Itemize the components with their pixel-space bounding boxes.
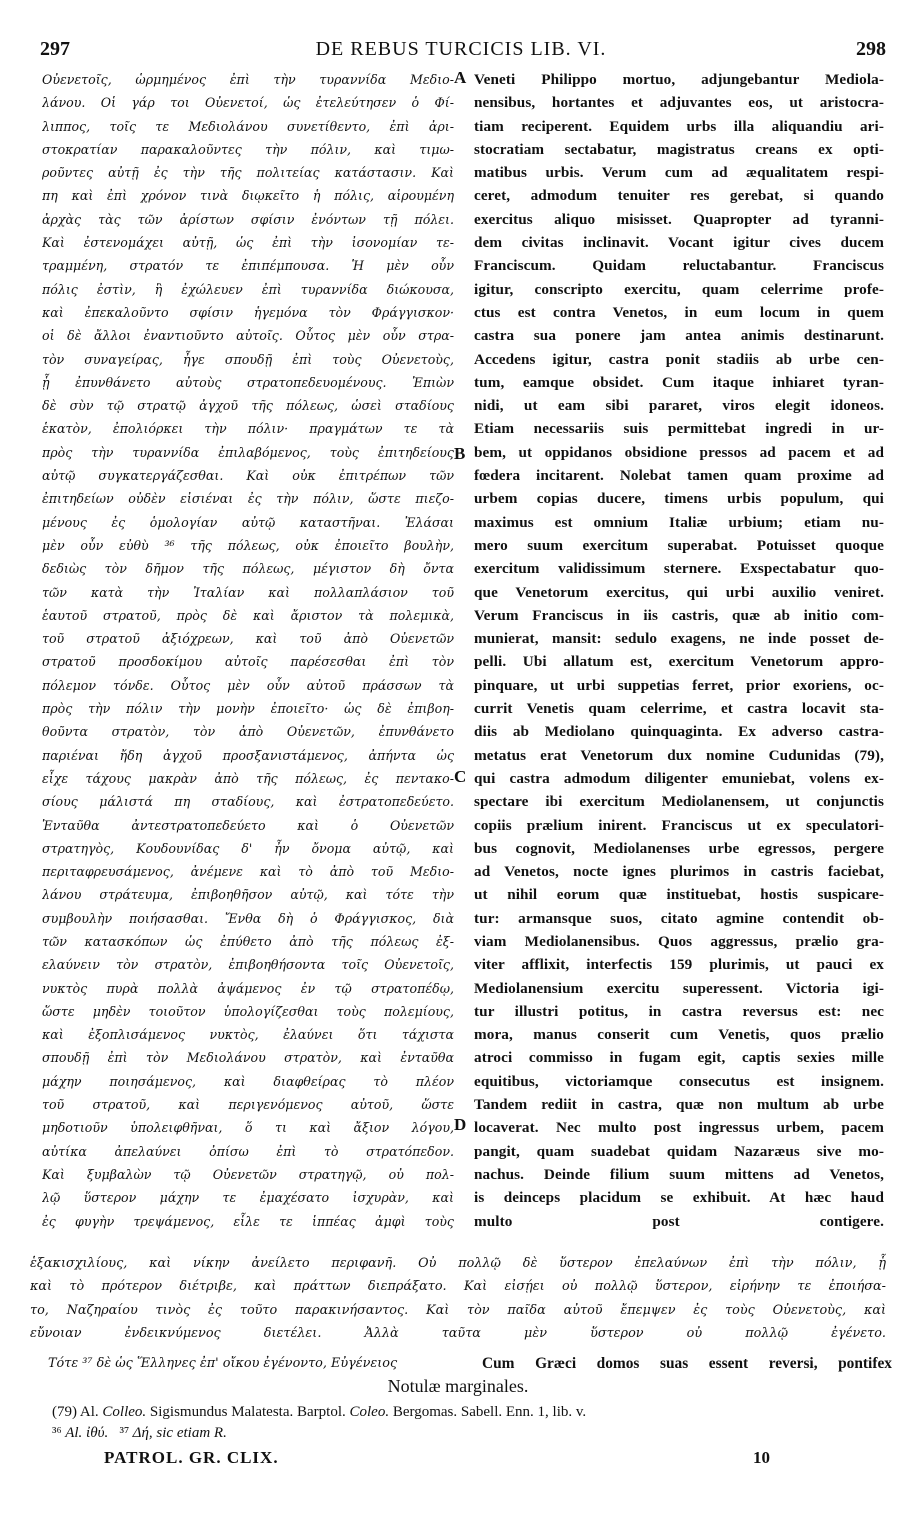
- greek-text-line: ἑξακισχιλίους, καὶ νίκην ἀνείλετο περιφανῆ. Οὐ πολλῷ δὲ ὕστερον ἐπελαύνων ἐπὶ τὴν πόλιν, ᾗ: [30, 1256, 886, 1271]
- greek-text-line: μὲν οὖν εὐθὺ ³⁶ τῆς πόλεως, οὐκ ἐποιεῖτο βουλὴν,: [42, 537, 454, 553]
- latin-text-line: Veneti Philippo mortuo, adjungebantur Mediola-: [474, 71, 884, 88]
- note-79-italic-1: Colleo.: [102, 1404, 147, 1420]
- latin-text-line: pelli. Ubi allatum est, exercitum Venetorum appro-: [474, 653, 884, 671]
- greek-text-line: οἱ δὲ ἄλλοι ἐναντιοῦντο αὐτοῖς. Οὗτος μὲν οὖν στρα-: [42, 328, 454, 344]
- last-text-row: [48, 1352, 892, 1376]
- greek-text-line: στρατηγὸς, Κουδουνίδας δ' ἦν ὄνομα αὐτῷ, καὶ: [42, 840, 454, 856]
- greek-text-line: ελαύνειν τὸν στρατὸν, ἐπιβοηθήσοντα τοῖς Οὐενετοῖς,: [42, 957, 454, 973]
- greek-text-line: στρατοῦ προσδοκίμου αὐτοῖς παρέσεσθαι ἐπὶ τὸν: [42, 654, 454, 670]
- latin-text-line: Verum Franciscus in iis castris, quæ ab initio com-: [474, 606, 884, 624]
- notes-heading: Notulæ marginales.: [387, 1376, 529, 1396]
- latin-text-line: exercitum validissimum sternere. Exspectabatur quo-: [474, 560, 884, 578]
- greek-text-line: καὶ ἐξοπλισάμενος νυκτὸς, ἐλαύνει ὅτι τάχιστα: [42, 1027, 454, 1043]
- latin-text-line: ad Venetos, nocte ignes plurimos in castris faciebat,: [474, 863, 884, 881]
- greek-text-line: λάνου στράτευμα, ἐπιβοηθῆσον αὐτῷ, καὶ τότε τὴν: [42, 887, 454, 903]
- greek-text-line: στοκρατίαν παρακαλοῦντες τὴν πόλιν, καὶ τιμω-: [42, 141, 454, 157]
- footer-signature: PATROL. GR. CLIX.: [104, 1448, 279, 1467]
- latin-text-line: copiis prælium inirent. Franciscus ut ex speculatori-: [474, 816, 884, 834]
- section-marker-c: C: [454, 767, 467, 786]
- latin-text-line: ut nihil eorum quæ instituebat, hostis suspicare-: [474, 886, 884, 904]
- latin-text-line: pangit, quam suadebat quidam Nazaræus sive mo-: [474, 1142, 884, 1160]
- greek-column: [42, 68, 454, 1233]
- greek-text-line: καὶ τὸ πρότερον διέτριβε, καὶ πράττων διεπράξατο. Καὶ εἰσῄει οὐ πολλῷ ὕστερον, εἰρήνην τε ἐποιήσα-: [30, 1279, 886, 1295]
- latin-text-line: stocratiam sectabatur, magistratus creans ex opti-: [474, 140, 884, 158]
- greek-text-line: ᾗ ἐπυνθάνετο αὐτοὺς στρατοπεδευομένους. Ἐπιὼν: [42, 374, 454, 390]
- latin-column: [474, 68, 884, 1233]
- latin-text-line: mero suum exercitum superabat. Potuisset quoque: [474, 536, 884, 554]
- greek-text-line: πρὸς τὴν τυραννίδα ἐπιλαβόμενος, τοὺς ἐπιτηδείους: [42, 444, 454, 460]
- greek-text-line: ἑκατὸν, ἐπολιόρκει τὴν πόλιν· πραγμάτων τε τὰ: [42, 421, 454, 437]
- latin-text-line: viter afflixit, interfectis 159 plurimis, ut pauci ex: [474, 956, 884, 974]
- greek-text-line: πόλεμον τόνδε. Οὗτος μὲν οὖν αὐτοῦ πράσσων τὰ: [42, 677, 454, 693]
- note-36-37: [52, 1423, 872, 1444]
- latin-text-line: maximus est omnium Italiæ urbium; etiam nu-: [474, 513, 884, 531]
- latin-text-line: nachus. Deinde filium suum mittens ad Venetos,: [474, 1165, 884, 1183]
- latin-text-line: atroci commisso in fugam egit, captis sexies mille: [474, 1049, 884, 1067]
- greek-text-line: θοῦντα στρατὸν, τὸν ἀπὸ Οὐενετῶν, ἐπυνθάνετο: [42, 724, 454, 740]
- greek-text-line: λάνου. Οἱ γάρ τοι Οὐενετοί, ὡς ἐτελεύτησεν ὁ Φί-: [42, 95, 454, 111]
- greek-text-line: αὐτῷ συγκατεργάζεσθαι. Καὶ οὐκ ἐπιτρέπων τῶν: [42, 468, 454, 484]
- latin-text-line: viam Mediolanensibus. Quos aggressus, prælio gra-: [474, 932, 884, 950]
- greek-text-line: παριέναι ἤδη ἀγχοῦ προσξανιστάμενος, ἀπήντα ὡς: [42, 747, 454, 763]
- greek-text-line: εἶχε τάχους μακρὰν ἀπὸ τῆς πόλεως, ἐς πεντακο-: [42, 770, 454, 786]
- latin-text-line: exercitus aliquo misisset. Quapropter ad tyranni-: [474, 210, 884, 228]
- latin-text-line: multo post contigere.: [474, 1212, 884, 1230]
- latin-text-line: diis ab Mediolano quinquaginta. Ex adverso castra-: [474, 723, 884, 741]
- greek-text-line: πρὸς τὴν πόλιν τὴν μονὴν ἐποιεῖτο· ὡς δὲ ἐπιβοη-: [42, 701, 454, 717]
- greek-text-line: μηδοτιοῦν ὑπολειφθῆναι, ὅ τι καὶ ἄξιον λόγου,: [42, 1120, 454, 1136]
- greek-text-line: Καὶ ξυμβαλὼν τῷ Οὐενετῶν στρατηγῷ, οὐ πολ-: [42, 1166, 454, 1182]
- greek-text-line: λιππος, τοῖς τε Μεδιολάνου συνετίθεντο, ἐπὶ ἀρι-: [42, 118, 454, 134]
- latin-last-line: Cum Græci domos suas essent reversi, pontifex: [482, 1355, 892, 1372]
- note-37-text: Δή, sic etiam R.: [129, 1425, 227, 1441]
- greek-text-line: δὲ σὺν τῷ στρατῷ ἀγχοῦ τῆς πόλεως, ὡσεὶ σταδίους: [42, 398, 454, 414]
- greek-text-line: τῶν κατὰ τὴν Ἰταλίαν καὶ πολλαπλάσιον τοῦ: [42, 584, 454, 600]
- latin-text-line: ceret, admodum tenuiter res gerebat, si quando: [474, 187, 884, 205]
- page-footer: [104, 1448, 770, 1472]
- footer-number: 10: [753, 1448, 770, 1467]
- greek-text-line: Οὐενετοῖς, ὡρμημένος ἐπὶ τὴν τυραννίδα Μεδιο-: [42, 72, 454, 87]
- greek-last-line: Τότε ³⁷ δὲ ὡς Ἕλληνες ἐπ' οἴκου ἐγένοντο, Εὐγένειος: [48, 1356, 398, 1371]
- note-79-suffix: Bergomas. Sabell. Enn. 1, lib. v.: [389, 1404, 587, 1420]
- greek-text-line: ἑαυτοῦ στρατοῦ, πρὸς δὲ καὶ ἄριστον τὰ πολεμικὰ,: [42, 607, 454, 623]
- note-37-marker: ³⁷: [119, 1425, 130, 1441]
- greek-text-line: ἐς φυγὴν τρεψάμενος, εἷλε τε ἱππέας ἀμφὶ τοὺς: [42, 1213, 454, 1229]
- greek-full-width-text: [30, 1252, 886, 1345]
- section-marker-b: B: [454, 444, 466, 463]
- latin-text-line: nidi, ut eam sibi pararet, viros elegit idoneos.: [474, 397, 884, 415]
- note-36-text: Al. ἰθύ.: [61, 1425, 109, 1441]
- greek-text-line: Καὶ ἐστενομάχει αὐτῇ, ὡς ἐπὶ τὴν ἰσονομίαν τε-: [42, 235, 454, 251]
- page-number-left: 297: [40, 38, 70, 60]
- greek-text-line: μάχην ποιησάμενος, καὶ διαφθείρας τὸ πλέον: [42, 1073, 454, 1089]
- greek-text-line: πόλις ἐστὶν, ἣ ἐχώλευεν ἐπὶ τυραννίδα διώκουσα,: [42, 281, 454, 297]
- latin-text-line: ctus est contra Venetos, in eum locum in quem: [474, 303, 884, 321]
- greek-text-line: δεδιὼς τὸν δῆμον τῆς πόλεως, μέγιστον δὴ ὄντα: [42, 561, 454, 577]
- greek-text-line: νυκτὸς πυρὰ πολλὰ ἀψάμενος ἐν τῷ στρατοπέδῳ,: [42, 980, 454, 996]
- note-36-marker: ³⁶: [52, 1425, 62, 1441]
- greek-text-line: τῶν κατασκόπων ὡς ἐπύθετο ἀπὸ τῆς πόλεως ἐξ-: [42, 933, 454, 949]
- greek-text-line: ἀρχὰς τὰς τῶν ἀρίστων σφίσιν ἐνόντων τῇ πόλει.: [42, 211, 454, 227]
- greek-text-line: τοῦ στρατοῦ, καὶ περιγενόμενος αὐτοῦ, ὥστε: [42, 1097, 454, 1113]
- running-head: [30, 38, 892, 66]
- greek-text-line: καὶ ἐπεκαλοῦντο σφίσιν ἡγεμόνα τὸν Φράγγισκον·: [42, 304, 454, 320]
- latin-text-line: Mediolanensium exercitu superessent. Victoria igi-: [474, 979, 884, 997]
- latin-text-line: tur: armansque suos, citato agmine contendit ob-: [474, 909, 884, 927]
- greek-text-line: σίους μάλιστά πη σταδίους, καὶ ἐστρατοπεδεύετο.: [42, 794, 454, 810]
- latin-text-line: currit Venetis quam celerrime, et castra locavit sta-: [474, 700, 884, 718]
- latin-text-line: qui castra admodum diligenter emuniebat, volens ex-: [474, 769, 884, 787]
- latin-text-line: locaverat. Nec multo post ingressus urbem, pacem: [474, 1119, 884, 1137]
- greek-text-line: τοῦ στρατοῦ ἀξιόχρεων, καὶ τοῦ ἀπὸ Οὐενετῶν: [42, 631, 454, 647]
- latin-text-line: metatus erat Venetorum dux nomine Cudunidas (79),: [474, 746, 884, 764]
- latin-text-line: bem, ut oppidanos obsidione pressos ad pacem et ad: [474, 443, 884, 461]
- note-79-prefix: (79) Al.: [52, 1404, 103, 1420]
- running-title: DE REBUS TURCICIS LIB. VI.: [315, 38, 607, 60]
- greek-text-line: λῷ ὕστερον μάχην τε ἐμαχέσατο ἰσχυρὰν, καὶ: [42, 1190, 454, 1206]
- greek-text-line: ἐπιτηδείων οὐδὲν εἰσιέναι ἐς τὴν πόλιν, ὥστε πιεζο-: [42, 491, 454, 507]
- latin-text-line: tum, eamque obsidet. Cum itaque inhiaret tyran-: [474, 373, 884, 391]
- greek-text-line: τραμμένη, στρατόν τε ἐπιπέμπουσα. Ἡ μὲν οὖν: [42, 258, 454, 274]
- latin-text-line: Accedens igitur, castra ponit stadiis ab urbe cen-: [474, 350, 884, 368]
- section-marker-d: D: [454, 1115, 467, 1134]
- latin-text-line: tiam reciperent. Equidem urbs illa aliquandiu ari-: [474, 117, 884, 135]
- latin-text-line: munierat, mansit: sedulo exagens, ne inde posset de-: [474, 630, 884, 648]
- latin-text-line: matibus urbis. Verum cum ad æqualitatem respi-: [474, 164, 884, 182]
- latin-text-line: pinquare, ut urbi suppetias ferret, prior exoriens, oc-: [474, 676, 884, 694]
- latin-text-line: urbem copias ducere, timens urbis populum, qui: [474, 490, 884, 508]
- page-number-right: 298: [856, 38, 886, 60]
- latin-text-line: igitur, conscripto exercitu, quam celerrime profe-: [474, 280, 884, 298]
- note-79-italic-2: Coleo.: [349, 1404, 390, 1420]
- marginal-notes: [52, 1402, 872, 1444]
- latin-text-line: tur illustri potitus, in castra reversus est: nec: [474, 1002, 884, 1020]
- latin-text-line: Franciscum. Quidam reluctabantur. Franciscus: [474, 257, 884, 275]
- section-marker-a: A: [454, 68, 467, 87]
- greek-text-line: συμβουλὴν ποιήσασθαι. Ἔνθα δὴ ὁ Φράγγισκος, διὰ: [42, 910, 454, 926]
- greek-text-line: εὔνοιαν ἐνδεικνύμενος διετέλει. Ἀλλὰ ταῦτα μὲν ὕστερον οὐ πολλῷ ἐγένετο.: [30, 1325, 886, 1341]
- latin-text-line: Etiam necessariis suis permittebat ingredi in ur-: [474, 420, 884, 438]
- greek-text-line: περιταφρευσάμενος, ἀνέμενε καὶ τὸ ἀπὸ τοῦ Μεδιο-: [42, 864, 454, 880]
- latin-text-line: castra sua ponere jam antea animis destinarunt.: [474, 327, 884, 345]
- latin-text-line: que Venetorum exercitus, qui urbi auxilio veniret.: [474, 583, 884, 601]
- greek-text-line: ὥστε μηδὲν τοιοῦτον ὑπολογίζεσθαι τοὺς πολεμίους,: [42, 1003, 454, 1019]
- latin-text-line: mora, manus conserit cum Venetis, quos prælio: [474, 1026, 884, 1044]
- latin-text-line: is deinceps placidum se exhibuit. At hæc haud: [474, 1189, 884, 1207]
- latin-text-line: Tandem rediit in castra, quæ non multum ab urbe: [474, 1096, 884, 1114]
- greek-text-line: σπουδῇ ἐπὶ τὸν Μεδιολάνου στρατὸν, καὶ ἐνταῦθα: [42, 1050, 454, 1066]
- latin-text-line: dem civitas inclinavit. Vocant igitur cives ducem: [474, 234, 884, 252]
- greek-text-line: Ἐνταῦθα ἀντεστρατοπεδεύετο καὶ ὁ Οὐενετῶν: [42, 817, 454, 833]
- latin-text-line: fœdera incitarent. Nolebat tamen quam proxime ad: [474, 467, 884, 485]
- greek-text-line: το, Ναζηραίου τινὸς ἐς τοῦτο παρακινήσαντος. Καὶ τὸν παῖδα αὐτοῦ ἔπεμψεν ἐς τοὺς Οὐενετοὺς, καὶ: [30, 1302, 886, 1318]
- greek-text-line: μένους ἐς ὁμολογίαν αὐτῷ καταστῆναι. Ἐλάσαι: [42, 514, 454, 530]
- greek-text-line: πη καὶ ἐπὶ χρόνον τινὰ διῳκεῖτο ἡ πόλις, αἱρουμένη: [42, 188, 454, 204]
- note-79: [52, 1402, 872, 1423]
- latin-text-line: equitibus, victoriamque consecutus est insignem.: [474, 1072, 884, 1090]
- latin-text-line: bus cognovit, Mediolanenses urbe egressos, pergere: [474, 839, 884, 857]
- latin-text-line: spectare ibi exercitum Mediolanensem, ut conjunctis: [474, 793, 884, 811]
- greek-text-line: ροῦντες αὐτῇ ἐς τὴν τῆς πολιτείας κατάστασιν. Καὶ: [42, 165, 454, 181]
- note-79-mid: Sigismundus Malatesta. Barptol.: [146, 1404, 350, 1420]
- latin-text-line: nensibus, hortantes et adjuvantes eos, ut aristocra-: [474, 94, 884, 112]
- greek-text-line: τὸν συναγείρας, ἦγε σπουδῇ ἐπὶ τοὺς Οὐενετοὺς,: [42, 351, 454, 367]
- greek-text-line: αὐτίκα ἀπελαύνει ὀπίσω ἐπὶ τὸ στρατόπεδον.: [42, 1143, 454, 1159]
